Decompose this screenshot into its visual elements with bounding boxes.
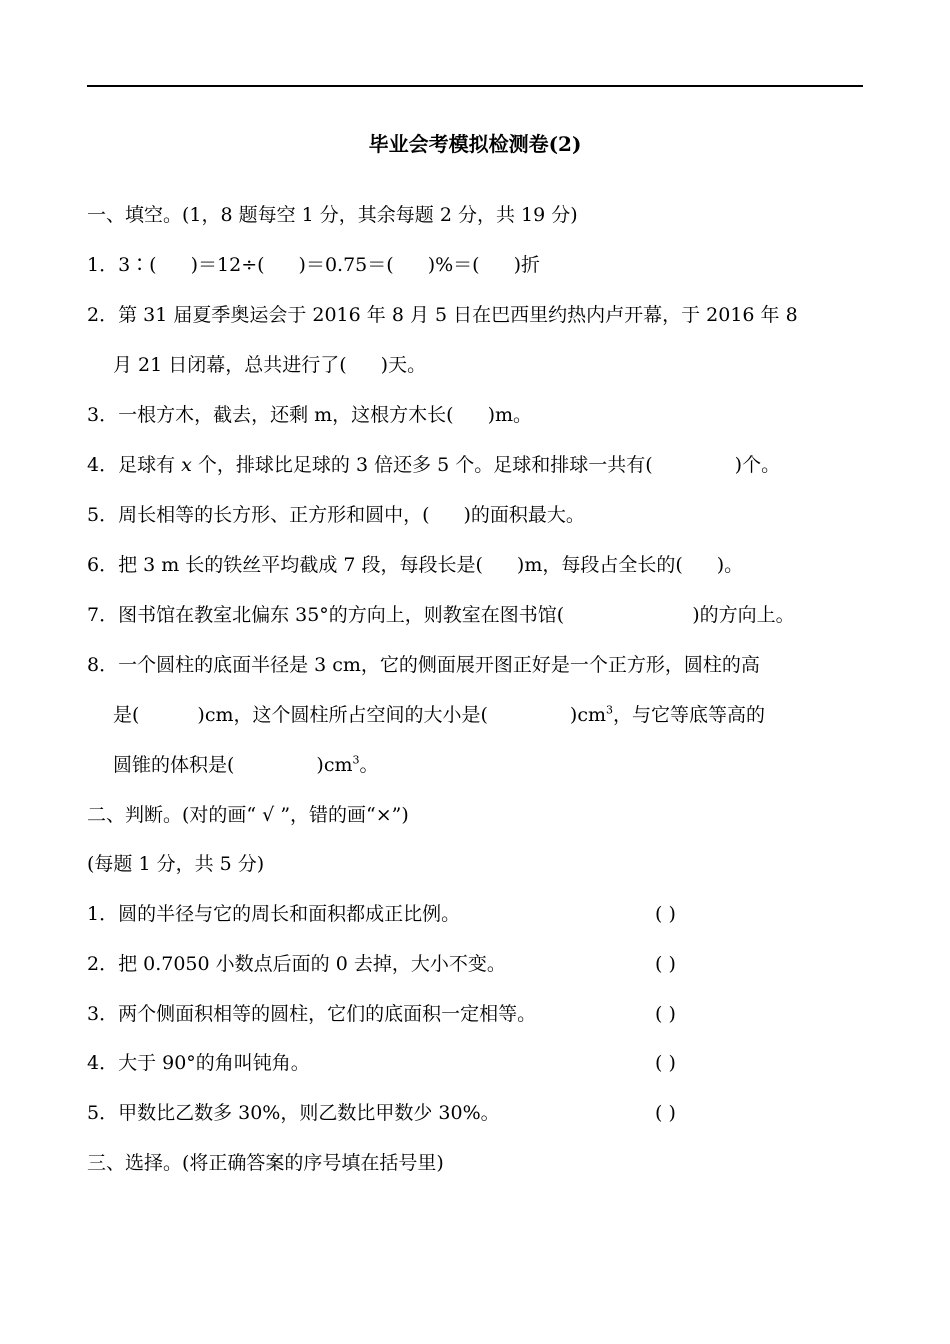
section1-heading: 一、填空。(1，8 题每空 1 分，其余每题 2 分，共 19 分) (87, 204, 578, 226)
judge-item-2: 2．把 0.7050 小数点后面的 0 去掉，大小不变。 (87, 953, 506, 975)
section2-subheading: (每题 1 分，共 5 分) (87, 853, 265, 875)
question-6: 6．把 3 m 长的铁丝平均截成 7 段，每段长是( )m，每段占全长的( )。 (87, 554, 744, 576)
judge-item-3: 3．两个侧面积相等的圆柱，它们的底面积一定相等。 (87, 1003, 537, 1025)
question-2-line1: 2．第 31 届夏季奥运会于 2016 年 8 月 5 日在巴西里约热内卢开幕，于 2016 年 8 (87, 304, 798, 326)
question-3: 3．一根方木，截去，还剩 m，这根方木长( )m。 (87, 404, 532, 426)
answer-paren-5[interactable]: ( ) (655, 1102, 676, 1124)
question-8-line2: 是( )cm，这个圆柱所占空间的大小是( )$cm^3$，与它等底等高的 (113, 703, 765, 726)
top-rule (87, 85, 863, 87)
answer-paren-1[interactable]: ( ) (655, 903, 676, 925)
page-title: 毕业会考模拟检测卷(2) (368, 132, 582, 156)
answer-paren-3[interactable]: ( ) (655, 1003, 676, 1025)
question-5: 5．周长相等的长方形、正方形和圆中，( )的面积最大。 (87, 504, 585, 526)
section2-heading: 二、判断。(对的画“ √ ”，错的画“×”) (87, 804, 409, 826)
judge-item-5: 5．甲数比乙数多 30%，则乙数比甲数少 30%。 (87, 1102, 500, 1124)
question-8-line1: 8．一个圆柱的底面半径是 3 cm，它的侧面展开图正好是一个正方形，圆柱的高 (87, 654, 760, 676)
judge-item-4: 4．大于 90°的角叫钝角。 (87, 1052, 310, 1074)
judge-item-1: 1．圆的半径与它的周长和面积都成正比例。 (87, 903, 461, 925)
answer-paren-4[interactable]: ( ) (655, 1052, 676, 1074)
question-7: 7．图书馆在教室北偏东 35°的方向上，则教室在图书馆( )的方向上。 (87, 604, 795, 626)
question-1: 1．3∶( )＝12÷( )＝0.75＝( )%＝( )折 (87, 254, 540, 276)
question-4: 4．足球有 x 个，排球比足球的 3 倍还多 5 个。足球和排球一共有( )个。 (87, 454, 781, 476)
answer-paren-2[interactable]: ( ) (655, 953, 676, 975)
question-2-line2: 月 21 日闭幕，总共进行了( )天。 (113, 354, 427, 376)
section3-heading: 三、选择。(将正确答案的序号填在括号里) (87, 1152, 444, 1174)
question-8-line3: 圆锥的体积是( )$cm^3$。 (113, 753, 379, 776)
